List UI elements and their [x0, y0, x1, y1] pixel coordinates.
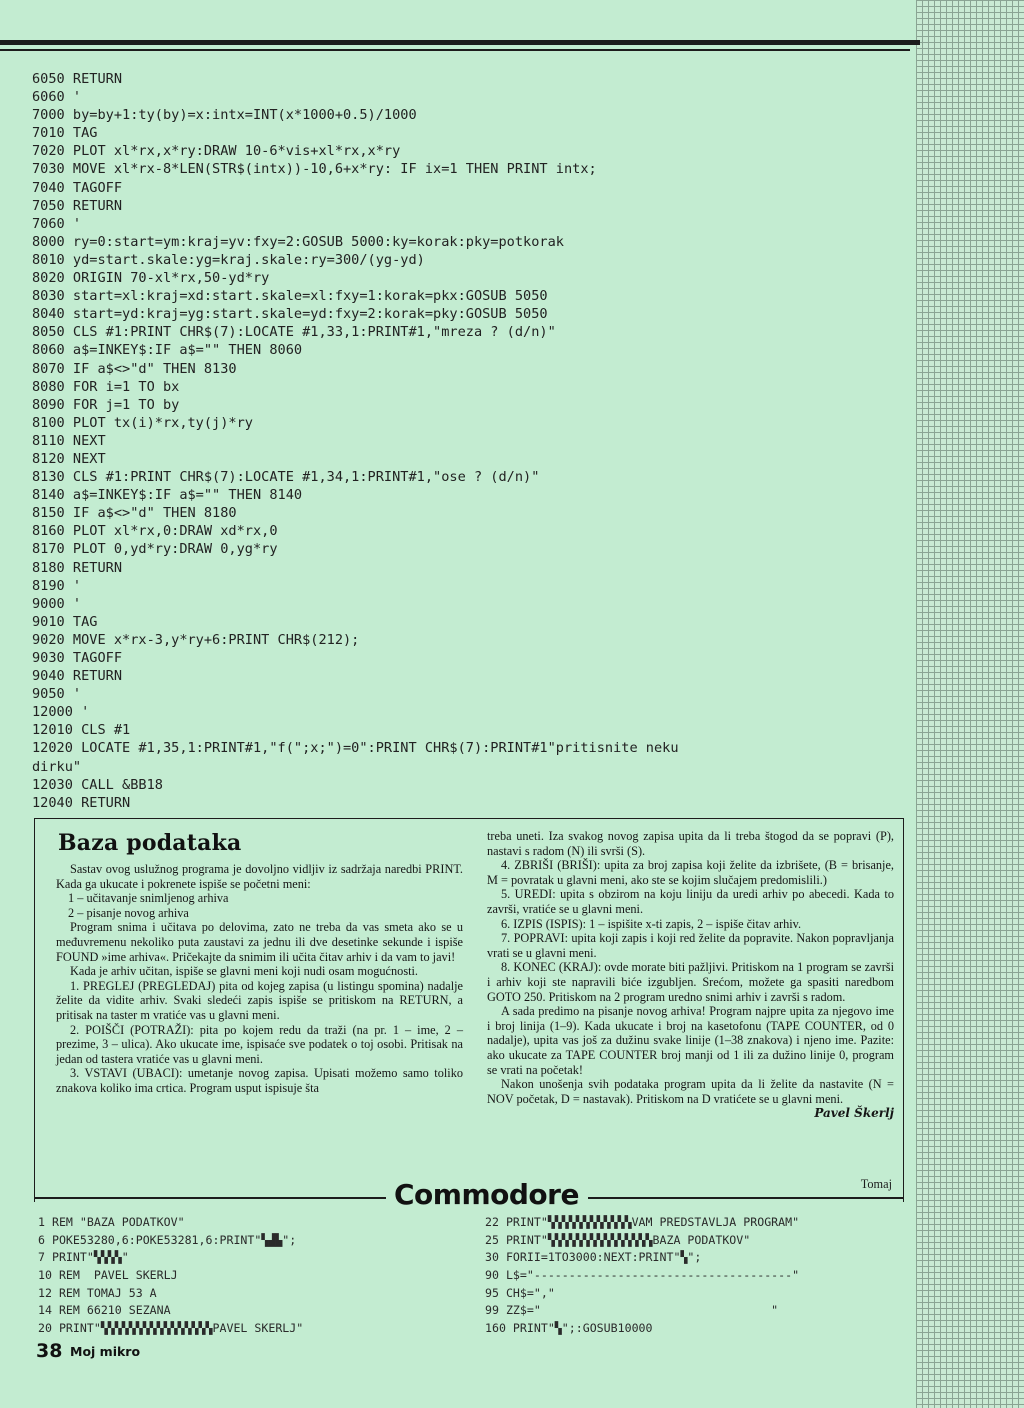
- code-line: 6 POKE53280,6:POKE53281,6:PRINT"▚▟▙";: [38, 1232, 297, 1247]
- article-paragraph: 7. POPRAVI: upita koji zapis i koji red želite da popravite. Nakon popravljanja vrati se u glavni meni.: [487, 931, 894, 960]
- article-paragraph: Program snima i učitava po delovima, zato ne treba da vas smeta ako se u međuvremenu nekoliko puta zaustavi za jednu ili dve desetinke sekunde i ispiše FOUND »ime arhiva«. Pričekajte da snimim ili učita čitav arhiv i da vam to javi!: [56, 920, 463, 964]
- code-line: 12040 RETURN: [32, 794, 131, 811]
- article-paragraph: treba uneti. Iza svakog novog zapisa upita da li treba štogod da se popravi (P), nastavi s radom (N) ili svrši (S).: [487, 829, 894, 858]
- article-paragraph: 5. UREDI: upita s obzirom na koju liniju da uredi arhiv po abecedi. Kada to završi, vratiće se u glavni meni.: [487, 887, 894, 916]
- code-line: 9010 TAG: [32, 613, 98, 630]
- code-line: 160 PRINT"▚";:GOSUB10000: [485, 1321, 653, 1336]
- article-paragraph: 8. KONEC (KRAJ): ovde morate biti pažljivi. Pritiskom na 1 program se završi i arhiv koji ste napravili biće izgubljen. Srećom, možete ga spasiti naredbom GOTO 250. Pritiskom na 2 program uredno snimi arhiv i završi s radom.: [487, 960, 894, 1004]
- code-line: 6050 RETURN: [32, 71, 123, 87]
- page-number: 38: [36, 1340, 63, 1362]
- article-paragraph: Kada je arhiv učitan, ispiše se glavni meni koji nudi osam mogućnosti.: [70, 964, 419, 979]
- code-line: 7020 PLOT xl*rx,x*ry:DRAW 10-6*vis+xl*rx,x*ry: [32, 143, 401, 160]
- article-paragraph: 1 – učitavanje snimljenog arhiva: [68, 891, 229, 906]
- code-line: 8170 PLOT 0,yd*ry:DRAW 0,yg*ry: [32, 541, 278, 558]
- code-line: 90 L$="-------------------------------------": [485, 1268, 800, 1283]
- code-line: 8110 NEXT: [32, 432, 106, 449]
- author-name: Pavel Škerlj: [814, 1106, 894, 1121]
- article-paragraph: 2 – pisanje novog arhiva: [68, 905, 189, 920]
- section-rule-left: [34, 1197, 386, 1199]
- code-line: 8100 PLOT tx(i)*rx,ty(j)*ry: [32, 414, 253, 431]
- code-line: 7040 TAGOFF: [32, 179, 123, 196]
- code-line: 8150 IF a$<>"d" THEN 8180: [32, 505, 237, 522]
- code-line: 8140 a$=INKEY$:IF a$="" THEN 8140: [32, 487, 303, 504]
- magazine-name: Moj mikro: [70, 1344, 141, 1359]
- code-line: 9050 ': [32, 686, 82, 703]
- code-line: 8190 ': [32, 577, 82, 594]
- code-line: 7030 MOVE xl*rx-8*LEN(STR$(intx))-10,6+x*ry: IF ix=1 THEN PRINT intx;: [32, 161, 597, 178]
- code-line: 30 FORII=1TO3000:NEXT:PRINT"▚";: [485, 1250, 702, 1265]
- code-line: 8160 PLOT xl*rx,0:DRAW xd*rx,0: [32, 523, 278, 540]
- code-line: 8010 yd=start.skale:yg=kraj.skale:ry=300/(yg-yd): [32, 251, 425, 268]
- code-line: 7060 ': [32, 215, 82, 232]
- code-line: 8070 IF a$<>"d" THEN 8130: [32, 360, 237, 377]
- code-line: 9020 MOVE x*rx-3,y*ry+6:PRINT CHR$(212);: [32, 631, 360, 648]
- code-line: 7000 by=by+1:ty(by)=x:intx=INT(x*1000+0.5)/1000: [32, 107, 417, 124]
- code-line: 7050 RETURN: [32, 197, 123, 214]
- code-line: 8020 ORIGIN 70-xl*rx,50-yd*ry: [32, 270, 270, 287]
- code-line: 8180 RETURN: [32, 559, 123, 576]
- code-line: 8130 CLS #1:PRINT CHR$(7):LOCATE #1,34,1:PRINT#1,"ose ? (d/n)": [32, 469, 540, 486]
- code-line: 12010 CLS #1: [32, 722, 131, 739]
- code-line: 20 PRINT"▚▚▚▚▚▚▚▚▚▚▚▚▚▚▚▚PAVEL SKERLJ": [38, 1321, 304, 1336]
- code-line: 10 REM PAVEL SKERLJ: [38, 1268, 178, 1283]
- graph-paper-strip: [916, 0, 1024, 1408]
- code-line: 8080 FOR i=1 TO bx: [32, 378, 180, 395]
- article-paragraph: 6. IZPIS (ISPIS): 1 – ispišite x-ti zapis, 2 – ispiše čitav arhiv.: [501, 916, 802, 931]
- code-line: 99 ZZ$=" ": [485, 1303, 779, 1318]
- code-line: 14 REM 66210 SEZANA: [38, 1303, 171, 1318]
- right-paragraphs: [487, 829, 894, 1106]
- top-rule: [0, 40, 920, 45]
- code-line: 8030 start=xl:kraj=xd:start.skale=xl:fxy=1:korak=pkx:GOSUB 5050: [32, 288, 548, 305]
- article-paragraph: 3. VSTAVI (UBACI): umetanje novog zapisa. Upisati možemo samo toliko znakova koliko ima crtica. Program usput ispisuje šta: [56, 1066, 463, 1095]
- code-line: 22 PRINT"▚▚▚▚▚▚▚▚▚▚▚▚VAM PREDSTAVLJA PROGRAM": [485, 1215, 800, 1229]
- code-line: 1 REM "BAZA PODATKOV": [38, 1215, 185, 1229]
- code-line: 9030 TAGOFF: [32, 650, 123, 666]
- code-line: dirku": [32, 758, 82, 775]
- c64-listing-left: [38, 1214, 303, 1338]
- code-line: 12 REM TOMAJ 53 A: [38, 1285, 157, 1300]
- author-city: Tomaj: [860, 1177, 892, 1191]
- code-line: 12030 CALL &BB18: [32, 776, 163, 793]
- article-title: Baza podataka: [58, 830, 242, 856]
- article-column-right: [487, 829, 894, 1121]
- code-line: 7 PRINT"▚▚▚▚": [38, 1250, 129, 1265]
- article-paragraph: 1. PREGLEJ (PREGLEDAJ) pita od kojeg zapisa (u listingu spomina) nadalje želite da vidite arhiv. Svaki sledeći zapis ispiše se pritiskom na RETURN, a pritisak na taster m vratiće vas u glavni meni.: [56, 978, 463, 1022]
- code-line: 8000 ry=0:start=ym:kraj=yv:fxy=2:GOSUB 5000:ky=korak:pky=potkorak: [32, 233, 564, 250]
- code-line: 7010 TAG: [32, 125, 98, 142]
- top-rule-thin: [0, 49, 910, 51]
- article-paragraph: A sada predimo na pisanje novog arhiva! Program najpre upita za njegovo ime i broj linija (1–9). Kada ukucate i broj na kasetofonu (TAPE COUNTER, od 0 nadalje), upita vas još za dužinu svake linije (1–38 znakova) i njeno ime. Pazite: ako ukucate za TAPE COUNTER broj manji od 1 ili za dužino linije 0, program se vrati na početak!: [487, 1004, 894, 1077]
- code-line: 9000 ': [32, 595, 82, 612]
- code-line: 25 PRINT"▚▚▚▚▚▚▚▚▚▚▚▚▚▚▚BAZA PODATKOV": [485, 1232, 751, 1247]
- section-title: Commodore: [394, 1178, 579, 1211]
- code-line: 8120 NEXT: [32, 450, 106, 467]
- code-line: 8040 start=yd:kraj=yg:start.skale=yd:fxy=2:korak=pky:GOSUB 5050: [32, 306, 548, 323]
- code-line: 95 CH$=",": [485, 1285, 555, 1300]
- c64-listing-right: [485, 1214, 799, 1338]
- article-paragraph: Sastav ovog uslužnog programa je dovoljno vidljiv iz sadržaja naredbi PRINT. Kada ga ukucate i pokrenete ispiše se početni meni:: [56, 862, 463, 891]
- code-line: 9040 RETURN: [32, 668, 123, 685]
- article-paragraph: 4. ZBRIŠI (BRIŠI): upita za broj zapisa koji želite da izbrišete, (B = brisanje, M = povratak u glavni meni, ako ste se kojim slučajem predomislili.): [487, 858, 894, 887]
- article-column-left: [56, 862, 463, 1096]
- code-line: 6060 ': [32, 89, 82, 106]
- article-paragraph: Nakon unošenja svih podataka program upita da li želite da nastavite (N = NOV početak, D = nastavak). Pritiskom na D vratićete se u glavni meni.: [487, 1077, 894, 1106]
- section-rule-right: [588, 1197, 904, 1199]
- code-line: 8090 FOR j=1 TO by: [32, 396, 180, 413]
- code-line: 8060 a$=INKEY$:IF a$="" THEN 8060: [32, 342, 303, 359]
- article-paragraph: 2. POIŠČI (POTRAŽI): pita po kojem redu da traži (na pr. 1 – ime, 2 – prezime, 3 – ulica). Ako ukucate ime, ispisaće sve podatek o toj osobi. Pritisak na jedan od tastera vratiće vas u glavni meni.: [56, 1022, 463, 1066]
- basic-listing: [32, 70, 922, 812]
- code-line: 12020 LOCATE #1,35,1:PRINT#1,"f(";x;")=0":PRINT CHR$(7):PRINT#1"pritisnite neku: [32, 740, 679, 757]
- code-line: 8050 CLS #1:PRINT CHR$(7):LOCATE #1,33,1:PRINT#1,"mreza ? (d/n)": [32, 324, 556, 341]
- code-line: 12000 ': [32, 704, 90, 721]
